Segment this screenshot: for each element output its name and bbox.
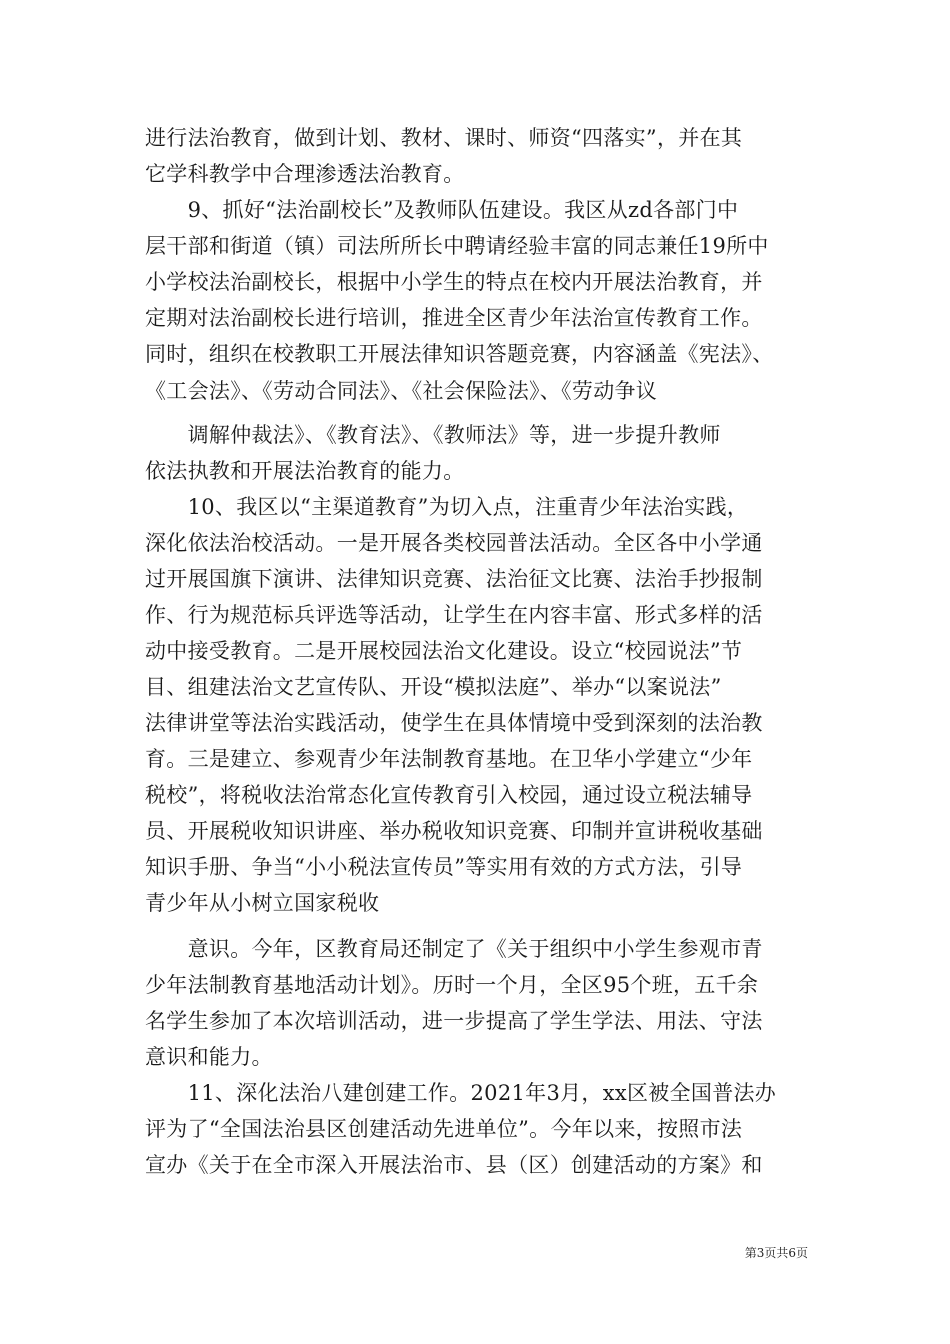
text-line: 意识和能力。 bbox=[145, 1045, 273, 1069]
text-line: 9、抓好“法治副校长”及教师队伍建设。我区从zd各部门中 bbox=[145, 198, 739, 222]
text-line: 少年法制教育基地活动计划》。历时一个月，全区95个班，五千余 bbox=[145, 973, 759, 997]
text-line: 意识。今年，区教育局还制定了《关于组织中小学生参观市青 bbox=[145, 937, 763, 961]
text-line: 调解仲裁法》、《教育法》、《教师法》等，进一步提升教师 bbox=[145, 423, 721, 447]
text-line: 同时，组织在校教职工开展法律知识答题竞赛，内容涵盖《宪法》、 bbox=[145, 342, 774, 366]
text-line: 作、行为规范标兵评选等活动，让学生在内容丰富、形式多样的活 bbox=[145, 603, 763, 627]
text-line: 员、开展税收知识讲座、举办税收知识竞赛、印制并宣讲税收基础 bbox=[145, 819, 763, 843]
text-line: 目、组建法治文艺宣传队、开设“模拟法庭”、举办“以案说法” bbox=[145, 675, 722, 699]
text-line: 税校”，将税收法治常态化宣传教育引入校园，通过设立税法辅导 bbox=[145, 783, 753, 807]
text-line: 定期对法治副校长进行培训，推进全区青少年法治宣传教育工作。 bbox=[145, 306, 763, 330]
text-line: 法律讲堂等法治实践活动，使学生在具体情境中受到深刻的法治教 bbox=[145, 711, 763, 735]
text-line: 《工会法》、《劳动合同法》、《社会保险法》、《劳动争议 bbox=[145, 379, 658, 403]
text-line: 过开展国旗下演讲、法律知识竞赛、法治征文比赛、法治手抄报制 bbox=[145, 567, 763, 591]
page-number-footer: 第3页共6页 bbox=[744, 1246, 808, 1260]
text-line: 进行法治教育，做到计划、教材、课时、师资“四落实”，并在其 bbox=[145, 126, 743, 150]
text-line: 小学校法治副校长，根据中小学生的特点在校内开展法治教育，并 bbox=[145, 270, 763, 294]
text-line: 11、深化法治八建创建工作。2021年3月，xx区被全国普法办 bbox=[145, 1081, 777, 1105]
text-line: 青少年从小树立国家税收 bbox=[145, 891, 380, 915]
text-line: 育。三是建立、参观青少年法制教育基地。在卫华小学建立“少年 bbox=[145, 747, 753, 771]
text-line: 它学科教学中合理渗透法治教育。 bbox=[145, 162, 465, 186]
text-line: 依法执教和开展法治教育的能力。 bbox=[145, 459, 465, 483]
text-line: 10、我区以“主渠道教育”为切入点，注重青少年法治实践， bbox=[145, 495, 749, 519]
text-line: 宣办《关于在全市深入开展法治市、县（区）创建活动的方案》和 bbox=[145, 1153, 763, 1177]
text-line: 名学生参加了本次培训活动，进一步提高了学生学法、用法、守法 bbox=[145, 1009, 763, 1033]
text-line: 层干部和街道（镇）司法所所长中聘请经验丰富的同志兼任19所中 bbox=[145, 234, 769, 258]
text-line: 知识手册、争当“小小税法宣传员”等实用有效的方式方法，引导 bbox=[145, 855, 743, 879]
text-line: 动中接受教育。二是开展校园法治文化建设。设立“校园说法”节 bbox=[145, 639, 743, 663]
text-line: 评为了“全国法治县区创建活动先进单位”。今年以来，按照市法 bbox=[145, 1117, 743, 1141]
text-line: 深化依法治校活动。一是开展各类校园普法活动。全区各中小学通 bbox=[145, 531, 763, 555]
